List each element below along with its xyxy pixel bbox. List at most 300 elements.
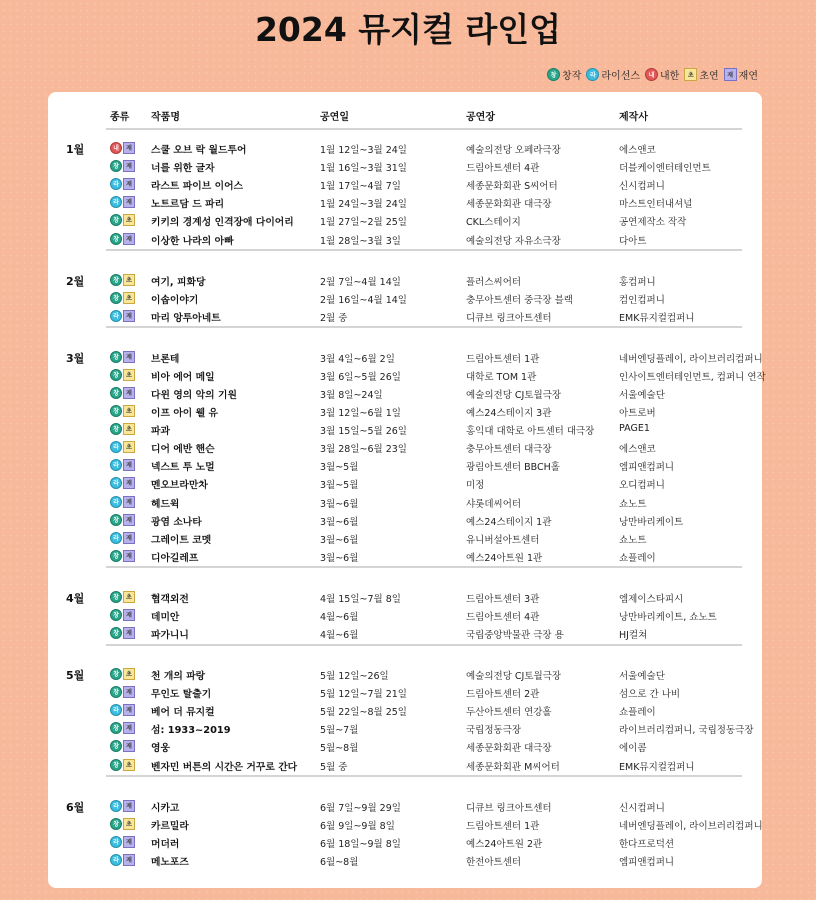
type-badges (110, 836, 135, 848)
month-divider (106, 775, 742, 777)
show-producer: 에스앤코 (619, 444, 656, 456)
table-row (48, 158, 762, 176)
show-period: 3월 15일~5월 26일 (320, 426, 407, 438)
create-badge-icon: 창 (110, 818, 122, 830)
rerun-badge-icon: 재 (123, 550, 135, 562)
table-row (48, 607, 762, 625)
show-venue: 충무아트센터 대극장 (466, 444, 552, 456)
show-title: 라스트 파이브 이어스 (151, 181, 243, 193)
show-title: 브론테 (151, 353, 180, 365)
table-row (48, 403, 762, 421)
create-badge-icon: 창 (110, 214, 122, 226)
type-badges (110, 627, 135, 639)
show-period: 2월 중 (320, 312, 348, 324)
create-badge-icon: 창 (110, 423, 122, 435)
header-producer: 제작사 (619, 112, 648, 123)
show-venue: 세종문화회관 M씨어터 (466, 761, 560, 773)
show-title: 데미안 (151, 611, 180, 623)
header-divider (106, 128, 742, 130)
type-badges (110, 351, 135, 363)
show-producer: 더블케이엔터테인먼트 (619, 163, 711, 175)
show-venue: 홍익대 대학로 아트센터 대극장 (466, 426, 595, 438)
table-header (48, 108, 762, 124)
table-row (48, 457, 762, 475)
show-producer: 인사이트엔터테인먼트, 컴퍼니 연작 (619, 371, 766, 383)
show-title: 멘오브라만차 (151, 480, 208, 492)
show-producer: 네버엔딩플레이, 라이브러리컴퍼니 (619, 820, 763, 832)
type-badges (110, 142, 135, 154)
rerun-badge-icon: 재 (123, 800, 135, 812)
show-venue: 드림아트센터 1관 (466, 353, 540, 365)
show-period: 1월 16일~3월 31일 (320, 163, 407, 175)
show-producer: 라이브러리컴퍼니, 국립정동극장 (619, 725, 754, 737)
page-title: 2024 뮤지컬 라인업 (254, 10, 562, 49)
show-venue: 예스24스테이지 1관 (466, 516, 552, 528)
type-badges (110, 310, 135, 322)
rerun-badge-icon: 재 (123, 532, 135, 544)
show-venue: 국립중앙박물관 극장 용 (466, 630, 564, 641)
show-title: 디어 에반 핸슨 (151, 444, 215, 456)
show-producer: 네버엔딩플레이, 라이브러리컴퍼니 (619, 353, 763, 365)
show-title: 넥스트 투 노멀 (151, 462, 215, 474)
rerun-badge-icon: 재 (123, 178, 135, 190)
show-period: 6월 7일~9월 29일 (320, 802, 401, 814)
create-badge-icon: 창 (110, 609, 122, 621)
visit-badge-icon: 내 (645, 68, 658, 81)
month-label: 6월 (66, 800, 85, 814)
show-producer: 한다프로덕션 (619, 838, 675, 850)
rerun-badge-icon: 재 (123, 722, 135, 734)
license-badge-icon: 라 (110, 441, 122, 453)
legend (542, 67, 758, 82)
create-badge-icon: 창 (110, 740, 122, 752)
show-period: 2월 16일~4월 14일 (320, 294, 407, 306)
type-badges (110, 686, 135, 698)
legend-label: 창작 (562, 71, 582, 82)
legend-item-create (547, 67, 581, 82)
create-badge-icon: 창 (110, 514, 122, 526)
show-period: 1월 17일~4월 7일 (320, 181, 401, 193)
type-badges (110, 854, 135, 866)
show-venue: 샤롯데씨어터 (466, 498, 522, 510)
month-label: 5월 (66, 669, 85, 682)
table-row (48, 385, 762, 403)
show-period: 3월 12일~6월 1일 (320, 408, 401, 419)
create-badge-icon: 창 (110, 160, 122, 172)
show-title: 파가니니 (151, 630, 189, 641)
show-producer: 섬으로 간 나비 (619, 689, 681, 701)
show-venue: 유니버설아트센터 (466, 534, 540, 546)
legend-label: 라이선스 (601, 71, 641, 82)
table-row (48, 834, 762, 852)
show-producer: 쇼노트 (619, 498, 647, 510)
premiere-badge-icon: 초 (123, 369, 135, 381)
type-badges (110, 496, 135, 508)
show-producer: 서울예술단 (619, 389, 665, 401)
header-period: 공연일 (320, 112, 349, 123)
show-title: 비아 에어 메일 (151, 371, 215, 383)
type-badges (110, 387, 135, 399)
show-venue: 디큐브 링크아트센터 (466, 802, 552, 814)
show-producer: 엠피앤컴퍼니 (619, 462, 675, 474)
show-title: 이프 아이 웰 유 (151, 408, 219, 419)
show-producer: 엠피앤컴퍼니 (619, 856, 675, 868)
type-badges (110, 514, 135, 526)
type-badges (110, 800, 135, 812)
show-title: 노트르담 드 파리 (151, 199, 225, 211)
premiere-badge-icon: 초 (123, 441, 135, 453)
show-producer: PAGE1 (619, 423, 650, 435)
table-row (48, 684, 762, 702)
show-venue: 미정 (466, 480, 485, 492)
type-badges (110, 704, 135, 716)
table-row (48, 738, 762, 756)
show-period: 5월 12일~26일 (320, 671, 389, 682)
rerun-badge-icon: 재 (123, 740, 135, 752)
show-producer: 아트로버 (619, 408, 656, 419)
show-title: 파과 (151, 426, 170, 438)
create-badge-icon: 창 (110, 686, 122, 698)
show-period: 3월~6월 (320, 498, 359, 510)
show-period: 3월~6월 (320, 516, 359, 528)
legend-label: 내한 (660, 71, 680, 82)
premiere-badge-icon: 초 (123, 214, 135, 226)
license-badge-icon: 라 (110, 178, 122, 190)
show-venue: 예술의전당 CJ토월극장 (466, 671, 562, 682)
license-badge-icon: 라 (110, 477, 122, 489)
show-venue: 한전아트센터 (466, 856, 522, 868)
license-badge-icon: 라 (110, 836, 122, 848)
license-badge-icon: 라 (110, 532, 122, 544)
show-venue: 국립정동극장 (466, 725, 522, 737)
show-period: 4월 15일~7월 8일 (320, 593, 401, 605)
rerun-badge-icon: 재 (123, 686, 135, 698)
rerun-badge-icon: 재 (123, 142, 135, 154)
show-title: 그레이트 코멧 (151, 534, 212, 546)
premiere-badge-icon: 초 (123, 274, 135, 286)
show-title: 머더러 (151, 838, 180, 850)
premiere-badge-icon: 초 (123, 423, 135, 435)
show-title: 협객외전 (151, 593, 189, 605)
table-row (48, 194, 762, 212)
visit-badge-icon: 내 (110, 142, 122, 154)
type-badges (110, 818, 135, 830)
type-badges (110, 722, 135, 734)
header-name: 작품명 (151, 112, 180, 123)
type-badges (110, 532, 135, 544)
show-producer: 서울예술단 (619, 671, 665, 682)
premiere-badge-icon: 초 (123, 405, 135, 417)
month-label: 1월 (66, 143, 85, 156)
show-period: 1월 27일~2월 25일 (320, 217, 407, 229)
create-badge-icon: 창 (110, 274, 122, 286)
rerun-badge-icon: 재 (123, 160, 135, 172)
show-period: 3월 28일~6월 23일 (320, 444, 407, 456)
type-badges (110, 405, 135, 417)
premiere-badge-icon: 초 (123, 668, 135, 680)
premiere-badge-icon: 초 (123, 759, 135, 771)
rerun-badge-icon: 재 (123, 704, 135, 716)
show-producer: 공연제작소 작작 (619, 217, 687, 229)
show-venue: 예술의전당 자유소극장 (466, 235, 561, 247)
show-producer: EMK뮤지컬컴퍼니 (619, 312, 695, 324)
table-row (48, 702, 762, 720)
type-badges (110, 160, 135, 172)
rerun-badge-icon: 재 (123, 351, 135, 363)
rerun-badge-icon: 재 (123, 387, 135, 399)
create-badge-icon: 창 (110, 405, 122, 417)
table-row (48, 140, 762, 158)
show-producer: 마스트인터내셔널 (619, 199, 693, 211)
show-period: 4월~6월 (320, 630, 359, 641)
show-title: 마리 앙투아네트 (151, 312, 221, 324)
show-producer: 신시컴퍼니 (619, 181, 665, 193)
show-venue: 디큐브 링크아트센터 (466, 312, 552, 324)
table-row (48, 439, 762, 457)
table-row (48, 212, 762, 230)
show-period: 3월 8일~24일 (320, 389, 383, 401)
show-title: 무인도 탈출기 (151, 689, 212, 701)
legend-label: 초연 (699, 71, 719, 82)
legend-item-rerun (724, 67, 758, 82)
show-title: 이상한 나라의 아빠 (151, 235, 234, 247)
type-badges (110, 591, 135, 603)
show-period: 3월~6월 (320, 534, 359, 546)
table-row (48, 757, 762, 775)
rerun-badge-icon: 재 (123, 854, 135, 866)
rerun-badge-icon: 재 (123, 514, 135, 526)
rerun-badge-icon: 재 (123, 609, 135, 621)
show-period: 3월~5월 (320, 480, 359, 492)
show-title: 다윈 영의 악의 기원 (151, 389, 237, 401)
show-period: 3월~6월 (320, 552, 359, 564)
type-badges (110, 759, 135, 771)
table-row (48, 349, 762, 367)
header-venue: 공연장 (466, 112, 495, 123)
premiere-badge-icon: 초 (123, 591, 135, 603)
table-row (48, 421, 762, 439)
table-row (48, 290, 762, 308)
type-badges (110, 292, 135, 304)
table-row (48, 176, 762, 194)
table-row (48, 816, 762, 834)
show-title: 스쿨 오브 락 월드투어 (151, 145, 247, 156)
rerun-badge-icon: 재 (724, 68, 737, 81)
show-venue: 플러스씨어터 (466, 276, 522, 288)
show-period: 1월 28일~3월 3일 (320, 235, 401, 247)
show-period: 6월 18일~9월 8일 (320, 838, 401, 850)
premiere-badge-icon: 초 (123, 818, 135, 830)
month-divider (106, 249, 742, 251)
type-badges (110, 233, 135, 245)
show-producer: 다아트 (619, 235, 647, 247)
type-badges (110, 196, 135, 208)
show-period: 6월~8월 (320, 856, 359, 868)
show-period: 5월~7월 (320, 725, 359, 737)
type-badges (110, 459, 135, 471)
show-period: 5월 중 (320, 761, 348, 773)
show-producer: EMK뮤지컬컴퍼니 (619, 761, 695, 773)
show-venue: 두산아트센터 연강홀 (466, 707, 552, 719)
show-producer: 신시컴퍼니 (619, 802, 665, 814)
premiere-badge-icon: 초 (684, 68, 697, 81)
show-title: 디아길레프 (151, 552, 199, 564)
legend-item-premiere (684, 67, 718, 82)
create-badge-icon: 창 (110, 627, 122, 639)
show-producer: 쇼노트 (619, 534, 647, 546)
type-badges (110, 550, 135, 562)
show-venue: 드림아트센터 1관 (466, 820, 540, 832)
table-row (48, 308, 762, 326)
rerun-badge-icon: 재 (123, 310, 135, 322)
show-producer: 엠제이스타피시 (619, 593, 684, 605)
create-badge-icon: 창 (110, 550, 122, 562)
show-venue: 광림아트센터 BBCH홀 (466, 462, 560, 474)
type-badges (110, 740, 135, 752)
show-title: 메노포즈 (151, 856, 189, 868)
table-row (48, 231, 762, 249)
rerun-badge-icon: 재 (123, 496, 135, 508)
table-row (48, 494, 762, 512)
create-badge-icon: 창 (110, 351, 122, 363)
show-producer: 홍컴퍼니 (619, 276, 656, 288)
table-row (48, 512, 762, 530)
month-label: 3월 (66, 351, 85, 365)
show-period: 6월 9일~9월 8일 (320, 820, 395, 832)
create-badge-icon: 창 (110, 591, 122, 603)
show-title: 섬: 1933~2019 (151, 725, 231, 737)
table-row (48, 475, 762, 493)
show-period: 5월 22일~8월 25일 (320, 707, 407, 719)
license-badge-icon: 라 (586, 68, 599, 81)
show-period: 3월~5월 (320, 462, 359, 474)
show-venue: 세종문화회관 대극장 (466, 199, 552, 211)
show-producer: 에스앤코 (619, 145, 656, 156)
show-producer: 쇼플레이 (619, 552, 656, 564)
rerun-badge-icon: 재 (123, 836, 135, 848)
table-row (48, 852, 762, 870)
type-badges (110, 214, 135, 226)
rerun-badge-icon: 재 (123, 627, 135, 639)
show-venue: 드림아트센터 4관 (466, 611, 540, 623)
license-badge-icon: 라 (110, 196, 122, 208)
show-period: 5월 12일~7월 21일 (320, 689, 407, 701)
show-producer: 오디컴퍼니 (619, 480, 665, 492)
show-producer: 에이콤 (619, 743, 647, 755)
create-badge-icon: 창 (110, 668, 122, 680)
type-badges (110, 423, 135, 435)
show-title: 영웅 (151, 743, 170, 755)
create-badge-icon: 창 (547, 68, 560, 81)
create-badge-icon: 창 (110, 369, 122, 381)
type-badges (110, 369, 135, 381)
table-row (48, 548, 762, 566)
premiere-badge-icon: 초 (123, 292, 135, 304)
show-title: 베어 더 뮤지컬 (151, 707, 215, 719)
show-title: 너를 위한 글자 (151, 163, 215, 175)
show-venue: 예술의전당 오페라극장 (466, 145, 561, 156)
type-badges (110, 477, 135, 489)
type-badges (110, 668, 135, 680)
show-title: 벤자민 버튼의 시간은 거꾸로 간다 (151, 761, 298, 773)
show-title: 광염 소나타 (151, 516, 202, 528)
license-badge-icon: 라 (110, 854, 122, 866)
month-divider (106, 326, 742, 328)
create-badge-icon: 창 (110, 233, 122, 245)
license-badge-icon: 라 (110, 310, 122, 322)
show-producer: 컴인컴퍼니 (619, 294, 665, 306)
show-venue: 예스24아트원 2관 (466, 838, 543, 850)
license-badge-icon: 라 (110, 704, 122, 716)
table-row (48, 367, 766, 385)
table-row (48, 589, 762, 607)
license-badge-icon: 라 (110, 496, 122, 508)
show-venue: 예스24아트원 1관 (466, 552, 543, 564)
table-row (48, 720, 762, 738)
type-badges (110, 178, 135, 190)
show-venue: 대학로 TOM 1관 (466, 371, 537, 383)
show-venue: CKL스테이지 (466, 217, 521, 229)
month-divider (106, 566, 742, 568)
type-badges (110, 609, 135, 621)
create-badge-icon: 창 (110, 387, 122, 399)
show-venue: 세종문화회관 대극장 (466, 743, 552, 755)
show-title: 천 개의 파랑 (151, 671, 206, 682)
legend-item-visit (645, 67, 679, 82)
table-row (48, 798, 762, 816)
show-title: 키키의 경계성 인격장애 다이어리 (151, 217, 294, 229)
table-row (48, 272, 762, 290)
show-title: 카르밀라 (151, 820, 189, 832)
show-period: 2월 7일~4월 14일 (320, 276, 401, 288)
create-badge-icon: 창 (110, 759, 122, 771)
show-title: 이솝이야기 (151, 294, 199, 306)
table-row (48, 625, 762, 643)
show-producer: 낭만바리케이트, 쇼노트 (619, 611, 717, 623)
rerun-badge-icon: 재 (123, 196, 135, 208)
month-label: 2월 (66, 274, 85, 288)
show-producer: HJ컬쳐 (619, 630, 648, 641)
create-badge-icon: 창 (110, 292, 122, 304)
header-type: 종류 (110, 112, 130, 123)
show-venue: 드림아트센터 2관 (466, 689, 540, 701)
table-row (48, 530, 762, 548)
show-producer: 낭만바리케이트 (619, 516, 684, 528)
license-badge-icon: 라 (110, 459, 122, 471)
show-producer: 쇼플레이 (619, 707, 656, 719)
rerun-badge-icon: 재 (123, 477, 135, 489)
show-venue: 드림아트센터 4관 (466, 163, 540, 175)
show-period: 3월 6일~5월 26일 (320, 371, 401, 383)
show-venue: 예스24스테이지 3관 (466, 408, 552, 419)
legend-item-license (586, 67, 640, 82)
legend-label: 재연 (738, 71, 758, 82)
rerun-badge-icon: 재 (123, 459, 135, 471)
show-title: 여기, 피화당 (151, 276, 206, 288)
month-divider (106, 644, 742, 646)
create-badge-icon: 창 (110, 722, 122, 734)
show-period: 5월~8월 (320, 743, 359, 755)
type-badges (110, 274, 135, 286)
type-badges (110, 441, 135, 453)
show-venue: 예술의전당 CJ토월극장 (466, 389, 562, 401)
show-venue: 드림아트센터 3관 (466, 593, 540, 605)
license-badge-icon: 라 (110, 800, 122, 812)
show-title: 시카고 (151, 802, 180, 814)
show-period: 1월 24일~3월 24일 (320, 199, 407, 211)
table-row (48, 666, 762, 684)
show-period: 1월 12일~3월 24일 (320, 145, 407, 156)
